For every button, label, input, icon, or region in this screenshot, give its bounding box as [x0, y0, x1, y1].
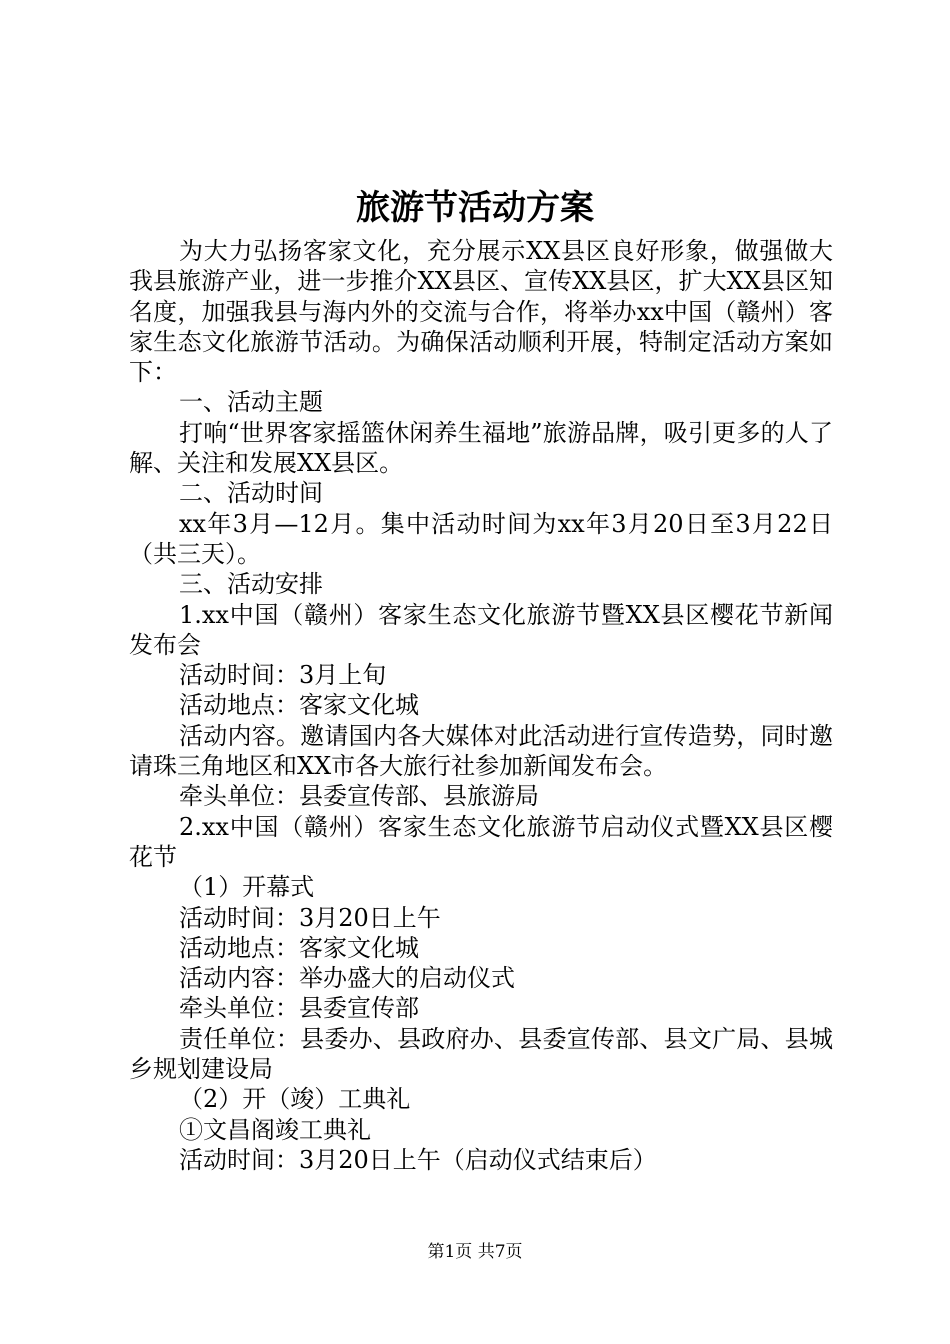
subitem-groundbreaking: （2）开（竣）工典礼 — [179, 1085, 411, 1114]
item-press-conference: 1.xx中国（赣州）客家生态文化旅游节暨XX县区樱花节新闻发布会 — [129, 600, 833, 659]
opening-time: 活动时间：3月20日上午 — [179, 903, 441, 932]
opening-lead-unit: 牵头单位：县委宣传部 — [179, 994, 419, 1023]
opening-responsible-units: 责任单位：县委办、县政府办、县委宣传部、县文广局、县城乡规划建设局 — [129, 1024, 833, 1084]
page-footer: 第1页 共7页 — [427, 1242, 523, 1262]
document-title: 旅游节活动方案 — [356, 188, 594, 228]
opening-location: 活动地点：客家文化城 — [179, 933, 419, 962]
press-location: 活动地点：客家文化城 — [179, 691, 419, 720]
paragraph-time: xx年3月—12月。集中活动时间为xx年3月20日至3月22日（共三天）。 — [129, 509, 833, 568]
item-launch-ceremony: 2.xx中国（赣州）客家生态文化旅游节启动仪式暨XX县区樱花节 — [129, 812, 833, 871]
press-content: 活动内容。邀请国内各大媒体对此活动进行宣传造势，同时邀请珠三角地区和XX市各大旅行社参加新闻发布会。 — [129, 721, 833, 781]
paragraph-theme: 打响“世界客家摇篮休闲养生福地”旅游品牌，吸引更多的人了解、关注和发展XX县区。 — [129, 418, 833, 478]
wenchang-pavilion-ceremony: ①文昌阁竣工典礼 — [179, 1115, 371, 1144]
heading-arrangement: 三、活动安排 — [179, 570, 323, 599]
heading-theme: 一、活动主题 — [179, 388, 323, 417]
document-body — [129, 236, 833, 1175]
heading-time: 二、活动时间 — [179, 479, 323, 508]
paragraph-intro: 为大力弘扬客家文化，充分展示XX县区良好形象，做强做大我县旅游产业，进一步推介XX县区、宣传XX县区，扩大XX县区知名度，加强我县与海内外的交流与合作，将举办xx中国（赣州）客家生态文化旅游节活动。为确保活动顺利开展，特制定活动方案如下： — [129, 237, 833, 387]
wenchang-time: 活动时间：3月20日上午（启动仪式结束后） — [179, 1145, 657, 1174]
press-time: 活动时间：3月上旬 — [179, 661, 387, 690]
press-lead-unit: 牵头单位：县委宣传部、县旅游局 — [179, 782, 539, 811]
subitem-opening: （1）开幕式 — [179, 873, 315, 902]
opening-content: 活动内容：举办盛大的启动仪式 — [179, 964, 515, 993]
